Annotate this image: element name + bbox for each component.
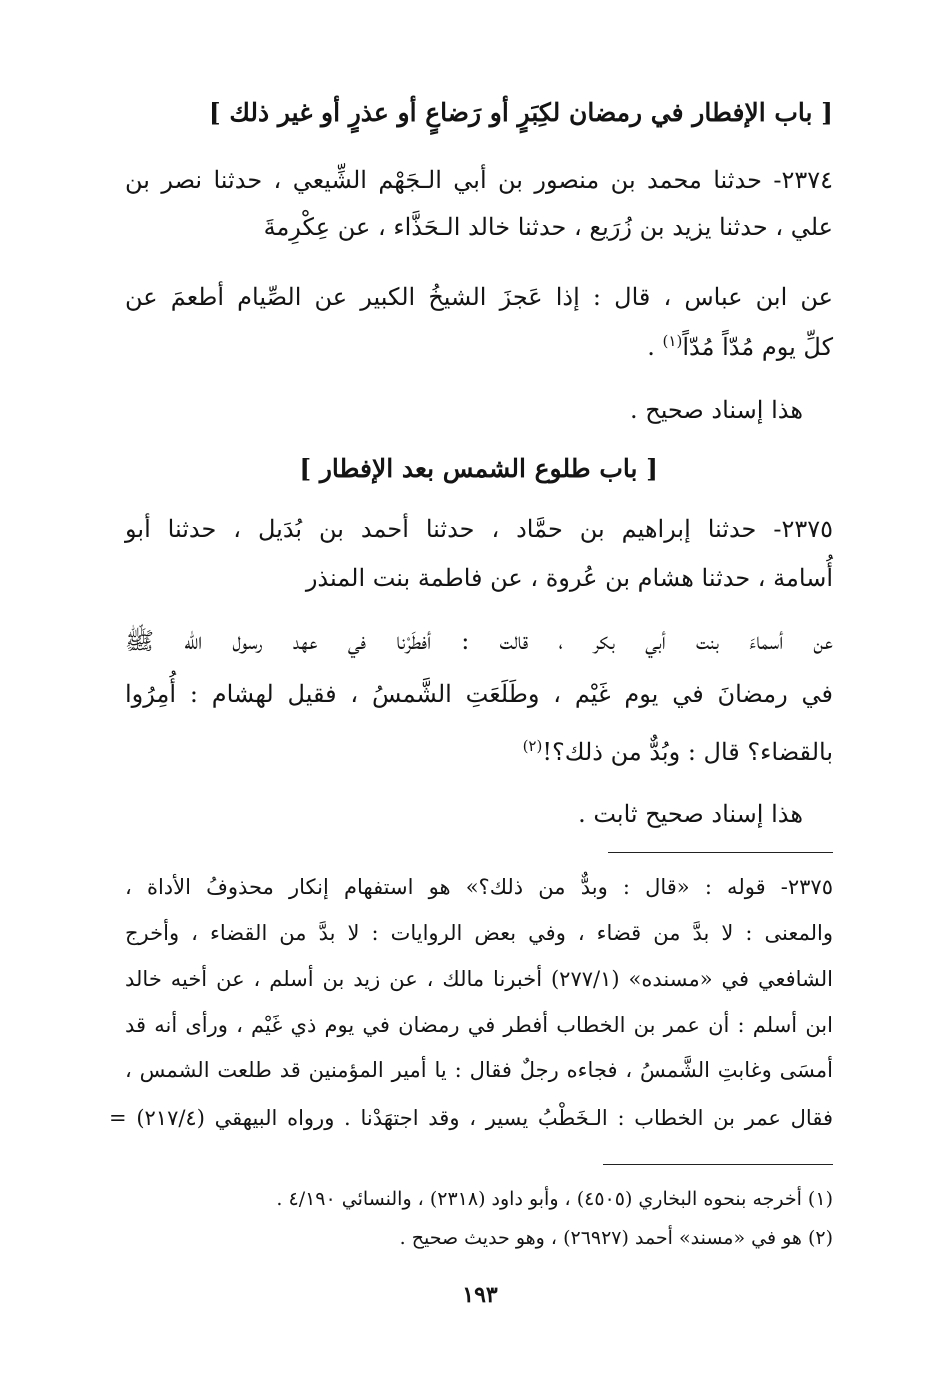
matn-line-2375-2: في رمضانَ في يوم غَيْم ، وطَلَعَتِ الشَّمسُ ، فقيل لهشام : أُمِرُوا	[125, 680, 833, 708]
page-number: ١٩٣	[462, 1282, 498, 1308]
footnote-2: (٢) هو في «مسند» أحمد (٢٦٩٢٧) ، وهو حديث صحيح .	[399, 1227, 833, 1249]
commentary-line-6: فقال عمر بن الخطاب : الـخَطْبُ يسير ، وقد اجتهَدْنا . ورواه البيهقي (٢١٧/٤) =	[109, 1106, 833, 1130]
matn-line-2374-1: عن ابن عباس ، قال : إذا عَجزَ الشيخُ الكبير عن الصِّيام أطعمَ عن	[125, 283, 833, 311]
chapter-heading-2: [ باب طلوع الشمس بعد الإفطار ]	[299, 454, 658, 483]
matn-line-2374-2	[647, 330, 833, 364]
isnad-line-2375-1: ٢٣٧٥- حدثنا إبراهيم بن حمَّاد ، حدثنا أحمد بن بُدَيل ، حدثنا أبو	[125, 515, 833, 543]
commentary-line-1: ٢٣٧٥- قوله : «قال : وبدٌّ من ذلك؟» هو استفهام إنكار محذوفُ الأداة ،	[125, 875, 833, 899]
footnote-1: (١) أخرجه بنحوه البخاري (٤٥٠٥) ، وأبو داود (٢٣١٨) ، والنسائي ٤/١٩٠ .	[276, 1188, 833, 1210]
commentary-line-4: ابن أسلم : أن عمر بن الخطاب أفطر في رمضان في يوم ذي غَيْم ، ورأى أنه قد	[125, 1013, 833, 1037]
matn-line-2375-1: عن أسماءَ بنت أبي بكر ، قالت : أفطَرْنا في عهد رسول الله ﷺ	[125, 627, 833, 655]
isnad-line-2374-2: علي ، حدثنا يزيد بن زُرَيع ، حدثنا خالد الـحَذَّاء ، عن عِكْرِمةَ	[263, 213, 833, 241]
matn-end: .	[647, 333, 663, 361]
isnad-line-2374-1: ٢٣٧٤- حدثنا محمد بن منصور بن أبي الـجَهْم الشِّيعي ، حدثنا نصر بن	[125, 166, 833, 194]
grading-2374: هذا إسناد صحيح .	[629, 396, 803, 424]
commentary-separator	[608, 852, 833, 853]
commentary-line-5: أمسَى وغابتِ الشَّمسُ ، فجاءه رجلٌ فقال : يا أمير المؤمنين قد طلعت الشمس ،	[125, 1058, 833, 1082]
matn-line-2375-3	[523, 735, 833, 769]
commentary-line-2: والمعنى : لا بدَّ من قضاء ، وفي بعض الروايات : لا بدَّ من القضاء ، وأخرج	[125, 921, 833, 945]
matn-text: كلِّ يوم مُدّاً مُدّاً	[682, 333, 833, 361]
chapter-heading-1: [ باب الإفطار في رمضان لكِبَرٍ أو رَضاعٍ أو عذرٍ أو غير ذلك ]	[208, 98, 833, 127]
footnote-ref-1: (١)	[662, 332, 683, 350]
footnote-ref-2: (٢)	[522, 737, 543, 755]
isnad-line-2375-2: أُسامة ، حدثنا هشام بن عُروة ، عن فاطمة بنت المنذر	[305, 564, 833, 592]
commentary-line-3: الشافعي في «مسنده» (٢٧٧/١) أخبرنا مالك ، عن زيد بن أسلم ، عن أخيه خالد	[125, 967, 833, 991]
footnotes-separator	[603, 1164, 833, 1165]
matn-text: بالقضاء؟ قال : وبُدٌّ من ذلك؟!	[542, 738, 833, 766]
grading-2375: هذا إسناد صحيح ثابت .	[578, 800, 803, 828]
